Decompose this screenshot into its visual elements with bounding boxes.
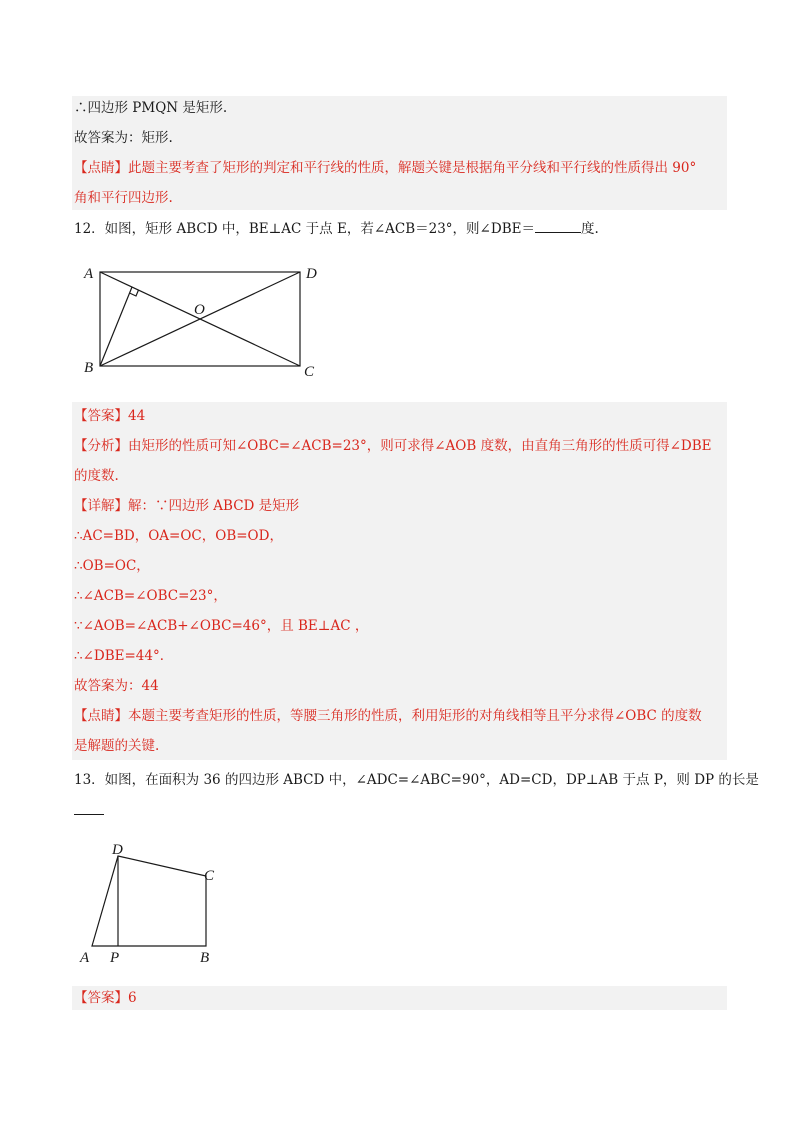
prev-comment: 【点睛】此题主要考查了矩形的判定和平行线的性质，解题关键是根据角平分线和平行线的性质得出 90° (74, 160, 697, 176)
label-b: B (84, 360, 94, 376)
prev-answer: 故答案为：矩形. (74, 130, 173, 146)
q12-analysis-cont: 的度数. (74, 468, 119, 484)
label-p: P (110, 950, 120, 966)
q12-detail-step: ∵∠AOB=∠ACB+∠OBC=46°，且 BE⊥AC ， (74, 618, 369, 634)
q12-detail-step: ∴OB=OC， (74, 558, 150, 574)
q12-comment: 【点睛】本题主要考查矩形的性质，等腰三角形的性质，利用矩形的对角线相等且平分求得∠OBC 的度数 (74, 708, 702, 724)
q12-detail-step: ∴∠DBE=44°． (74, 648, 174, 664)
q12-detail-step: ∴AC=BD，OA=OC，OB=OD， (74, 528, 283, 544)
label-c: C (304, 364, 315, 380)
label-b: B (200, 950, 210, 966)
q12-analysis: 【分析】由矩形的性质可知∠OBC=∠ACB=23°，则可求得∠AOB 度数，由直角三角形的性质可得∠DBE (74, 438, 712, 454)
q12-comment-cont: 是解题的关键. (74, 738, 160, 754)
quadrilateral-abcd (92, 856, 206, 946)
prev-comment-cont: 角和平行四边形. (74, 190, 173, 206)
q13-quadrilateral-diagram (74, 838, 234, 968)
label-c: C (204, 868, 215, 884)
prev-conclusion: ∴四边形 PMQN 是矩形. (74, 100, 228, 116)
answer-blank (535, 218, 581, 233)
q13-blank (74, 800, 104, 821)
q13-stem: 13．如图，在面积为 36 的四边形 ABCD 中，∠ADC=∠ABC=90°，AD=CD，DP⊥AB 于点 P，则 DP 的长是 (74, 772, 759, 788)
label-d: D (112, 842, 123, 858)
label-a: A (84, 266, 94, 282)
label-o: O (194, 302, 205, 318)
label-d: D (306, 266, 317, 282)
q12-detail: 【详解】解：∵四边形 ABCD 是矩形 (74, 498, 300, 514)
q12-answer: 【答案】44 (74, 408, 146, 424)
q12-final-answer: 故答案为：44 (74, 678, 159, 694)
q12-detail-step: ∴∠ACB=∠OBC=23°， (74, 588, 227, 604)
q13-answer: 【答案】6 (74, 990, 137, 1006)
segment-be (100, 287, 132, 366)
q12-rectangle-diagram (80, 258, 330, 382)
q13-answer-panel (72, 986, 727, 1010)
q12-stem: 12．如图，矩形 ABCD 中，BE⊥AC 于点 E，若∠ACB＝23°，则∠DBE＝ 度. (74, 218, 599, 239)
label-a: A (80, 950, 90, 966)
answer-blank (74, 800, 104, 815)
